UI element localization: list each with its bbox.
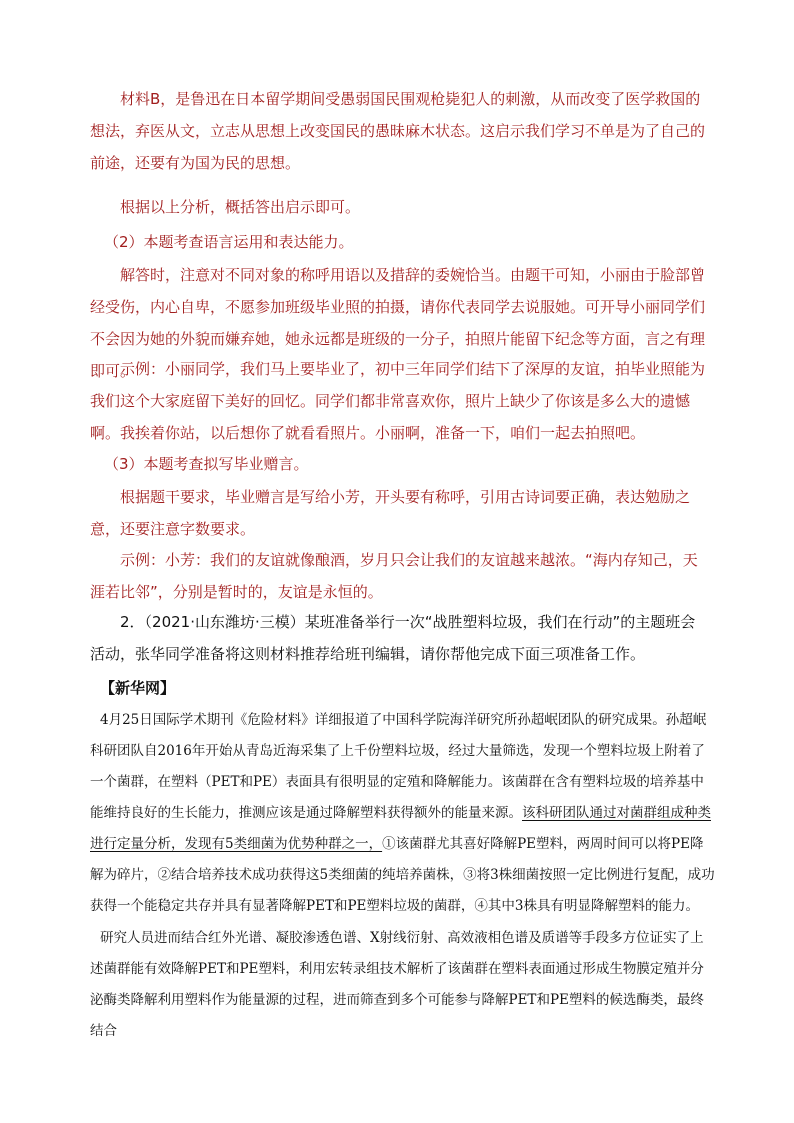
answer-q3-analysis: 根据题干要求，毕业赠言是写给小芳，开头要有称呼，引用古诗词要正确，表达勉励之意，还要注意字数要求。 bbox=[90, 488, 691, 538]
answer-q3-example: 示例：小芳：我们的友谊就像酿酒，岁月只会让我们的友谊越来越浓。“海内存知己，天涯若比邻”，分别是暂时的，友谊是永恒的。 bbox=[90, 551, 698, 601]
answer-q3-title: （3）本题考查拟写毕业赠言。 bbox=[104, 455, 309, 473]
answer-q2-analysis: 解答时，注意对不同对象的称呼用语以及措辞的委婉恰当。由题干可知，小丽由于脸部曾经受伤，内心自卑，不愿参加班级毕业照的拍摄，请你代表同学去说服她。可开导小丽同学们不会因为她的外貌而嫌弃她，她永远都是班级的一分子，拍照片能留下纪念等方面，言之有理即可。 bbox=[90, 266, 706, 380]
news-paragraph-2: 研究人员进而结合红外光谱、凝胶渗透色谱、X射线衍射、高效液相色谱及质谱等手段多方位证实了上述菌群能有效降解PET和PE塑料，利用宏转录组技术解析了该菌群在塑料表面通过形成生物膜定殖并分泌酶类降解利用塑料作为能量源的过程，进而筛查到多个可能参与降解PET和PE塑料的候选酶类，最终结合 bbox=[90, 930, 704, 1039]
answer-q2-example: 示例：小丽同学，我们马上要毕业了，初中三年同学们结下了深厚的友谊，拍毕业照能为我们这个大家庭留下美好的回忆。同学们都非常喜欢你，照片上缺少了你该是多么大的遗憾啊。我挨着你站，以后想你了就看看照片。小丽啊，准备一下，咱们一起去拍照吧。 bbox=[90, 360, 706, 442]
news-paragraph-1-b: ①该菌群尤其喜好降解PE塑料，两周时间可以将PE降解为碎片，②结合培养技术成功获得这5类细菌的纯培养菌株，③将3株细菌按照一定比例进行复配，成功获得一个能稳定共存并具有显著降解PET和PE塑料垃圾的菌群，④其中3株具有明显降解塑料的能力。 bbox=[90, 836, 715, 914]
news-paragraph-1 bbox=[90, 705, 716, 922]
answer-summary: 根据以上分析，概括答出启示即可。 bbox=[120, 198, 361, 216]
source-label: 【新华网】 bbox=[100, 679, 176, 697]
news-paragraph-1-a: 4月25日国际学术期刊《危险材料》详细报道了中国科学院海洋研究所孙超岷团队的研究成果。孙超岷科研团队自2016年开始从青岛近海采集了上千份塑料垃圾，经过大量筛选，发现一个塑料垃圾上附着了一个菌群，在塑料（PET和PE）表面具有很明显的定殖和降解能力。该菌群在含有塑料垃圾的培养基中能维持良好的生长能力，推测应该是通过降解塑料获得额外的能量来源。 bbox=[90, 712, 707, 821]
question-2-intro: 2．（2021·山东潍坊·三模）某班准备举行一次“战胜塑料垃圾，我们在行动”的主题班会活动，张华同学准备将这则材料推荐给班刊编辑，请你帮他完成下面三项准备工作。 bbox=[90, 613, 696, 663]
news-underlined-sentence: 该科研团队通过对菌群组成种类进行定量分析，发现有5类细菌为优势种群之一， bbox=[90, 805, 711, 852]
answer-q2-title: （2）本题考查语言运用和表达能力。 bbox=[104, 233, 354, 251]
answer-material-b: 材料B，是鲁迅在日本留学期间受愚弱国民围观枪毙犯人的刺激，从而改变了医学救国的想法，弃医从文，立志从思想上改变国民的愚昧麻木状态。这启示我们学习不单是为了自己的前途，还要有为国为民的思想。 bbox=[90, 90, 706, 172]
